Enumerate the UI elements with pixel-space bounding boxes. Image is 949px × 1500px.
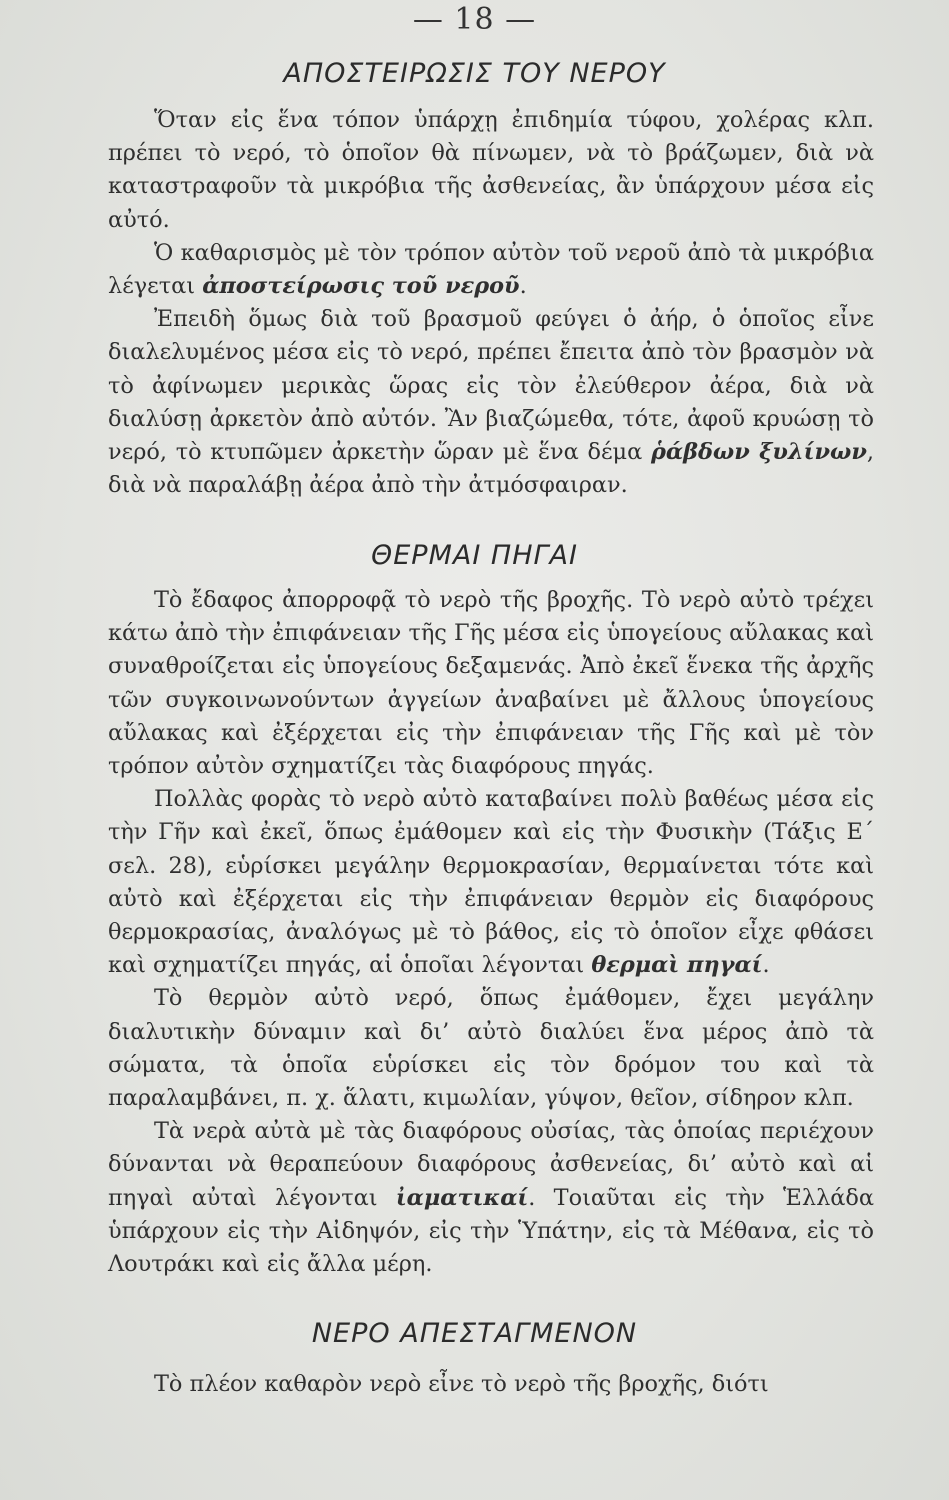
section-title-distilled-water: ΝΕΡΟ ΑΠΕΣΤΑΓΜΕΝΟΝ [311,1318,638,1349]
paragraph [108,1115,874,1281]
section-title-sterilization: ΑΠΟΣΤΕΙΡΩΣΙΣ ΤΟΥ ΝΕΡΟΥ [283,58,666,89]
paragraph-text: . [762,952,770,979]
paragraph [108,303,874,502]
paragraph: Τὸ ἔδαφος ἀπορροφᾷ τὸ νερὸ τῆς βροχῆς. Τὸ νερὸ αὐτὸ τρέχει κάτω ἀπὸ τὴν ἐπιφάνειαν τῆς Γῆς μέσα εἰς ὑπογείους αὔλακας καὶ συναθροίζεται εἰς ὑπογείους δεξαμενάς. Ἀπὸ ἐκεῖ ἕνεκα τῆς ἀρχῆς τῶν συγκοινωνούντων ἀγγείων ἀναβαίνει μὲ ἄλλους ὑπογείους αὔλακας καὶ ἐξέρχεται εἰς τὴν ἐπιφάνειαν τῆς Γῆς καὶ μὲ τὸν τρόπον αὐτὸν σχηματίζει τὰς διαφόρους πηγάς. [108,587,874,780]
key-term: θερμαὶ πηγαί [591,952,763,979]
key-term: ἀποστείρωσις τοῦ νεροῦ [202,273,520,300]
section-body-hot-springs [108,584,874,1281]
paragraph: Τὸ πλέον καθαρὸν νερὸ εἶνε τὸ νερὸ τῆς βροχῆς, διότι [154,1371,769,1397]
paragraph [108,783,874,982]
section-body-distilled-water [108,1368,874,1401]
paragraph: Ὅταν εἰς ἕνα τόπον ὑπάρχῃ ἐπιδημία τύφου, χολέρας κλπ. πρέπει τὸ νερό, τὸ ὁποῖον θὰ πίνωμεν, νὰ τὸ βράζωμεν, διὰ νὰ καταστραφοῦν τὰ μικρόβια τῆς ἀσθενείας, ἂν ὑπάρχουν μέσα εἰς αὐτό. [108,107,874,233]
section-body-sterilization [108,104,874,502]
paragraph-text: Τὰ νερὰ αὐτὰ μὲ τὰς διαφόρους οὐσίας, τὰς ὁποίας περιέχουν δύνανται νὰ θεραπεύουν διαφόρους ἀσθενείας, δι’ αὐτὸ καὶ αἱ πηγαὶ αὐταὶ λέγονται [108,1118,874,1211]
paragraph-text: Πολλὰς φορὰς τὸ νερὸ αὐτὸ καταβαίνει πολὺ βαθέως μέσα εἰς τὴν Γῆν καὶ ἐκεῖ, ὅπως ἐμάθομεν καὶ εἰς τὴν Φυσικὴν (Τάξις Ε΄ σελ. 28), εὑρίσκει μεγάλην θερμοκρασίαν, θερμαίνεται τότε καὶ αὐτὸ καὶ ἐξέρχεται εἰς τὴν ἐπιφάνειαν θερμὸν εἰς διαφόρους θερμοκρασίας, ἀναλόγως μὲ τὸ βάθος, εἰς τὸ ὁποῖον εἶχε φθάσει καὶ σχηματίζει πηγάς, αἱ ὁποῖαι λέγονται [108,786,874,979]
section-title-hot-springs: ΘΕΡΜΑΙ ΠΗΓΑΙ [371,540,578,571]
paragraph-text: Ὁ καθαρισμὸς μὲ τὸν τρόπον αὐτὸν τοῦ νεροῦ ἀπὸ τὰ μικρόβια λέγεται [108,239,874,300]
page-number: — 18 — [412,2,537,37]
paragraph: Τὸ θερμὸν αὐτὸ νερό, ὅπως ἐμάθομεν, ἔχει μεγάλην διαλυτικὴν δύναμιν καὶ δι’ αὐτὸ διαλύει ἕνα μέρος ἀπὸ τὰ σώματα, τὰ ὁποῖα εὑρίσκει εἰς τὸν δρόμον του καὶ τὰ παραλαμβάνει, π. χ. ἅλατι, κιμωλίαν, γύψον, θεῖον, σίδηρον κλπ. [108,985,874,1112]
key-term: ἰαματικαί [395,1184,529,1211]
paragraph-text: . [519,273,527,300]
paragraph-text: , διὰ νὰ παραλάβῃ ἀέρα ἀπὸ τὴν ἀτμόσφαιραν. [108,439,874,499]
key-term: ῥάβδων ξυλίνων [650,439,867,466]
paragraph-text: . Τοιαῦται εἰς τὴν Ἑλλάδα ὑπάρχουν εἰς τὴν Αἰδηψόν, εἰς τὴν Ὑπάτην, εἰς τὰ Μέθανα, εἰς τὸ Λουτράκι καὶ εἰς ἄλλα μέρη. [108,1184,874,1278]
paragraph [108,237,874,303]
paragraph-text: Ἐπειδὴ ὅμως διὰ τοῦ βρασμοῦ φεύγει ὁ ἀήρ, ὁ ὁποῖος εἶνε διαλελυμένος μέσα εἰς τὸ νερό, πρέπει ἔπειτα ἀπὸ τὸν βρασμὸν νὰ τὸ ἀφίνωμεν μερικὰς ὥρας εἰς τὸν ἐλεύθερον ἀέρα, διὰ νὰ διαλύσῃ ἀρκετὸν ἀπὸ αὐτόν. Ἂν βιαζώμεθα, τότε, ἀφοῦ κρυώσῃ τὸ νερό, τὸ κτυπῶμεν ἀρκετὴν ὥραν μὲ ἕνα δέμα [108,306,874,466]
